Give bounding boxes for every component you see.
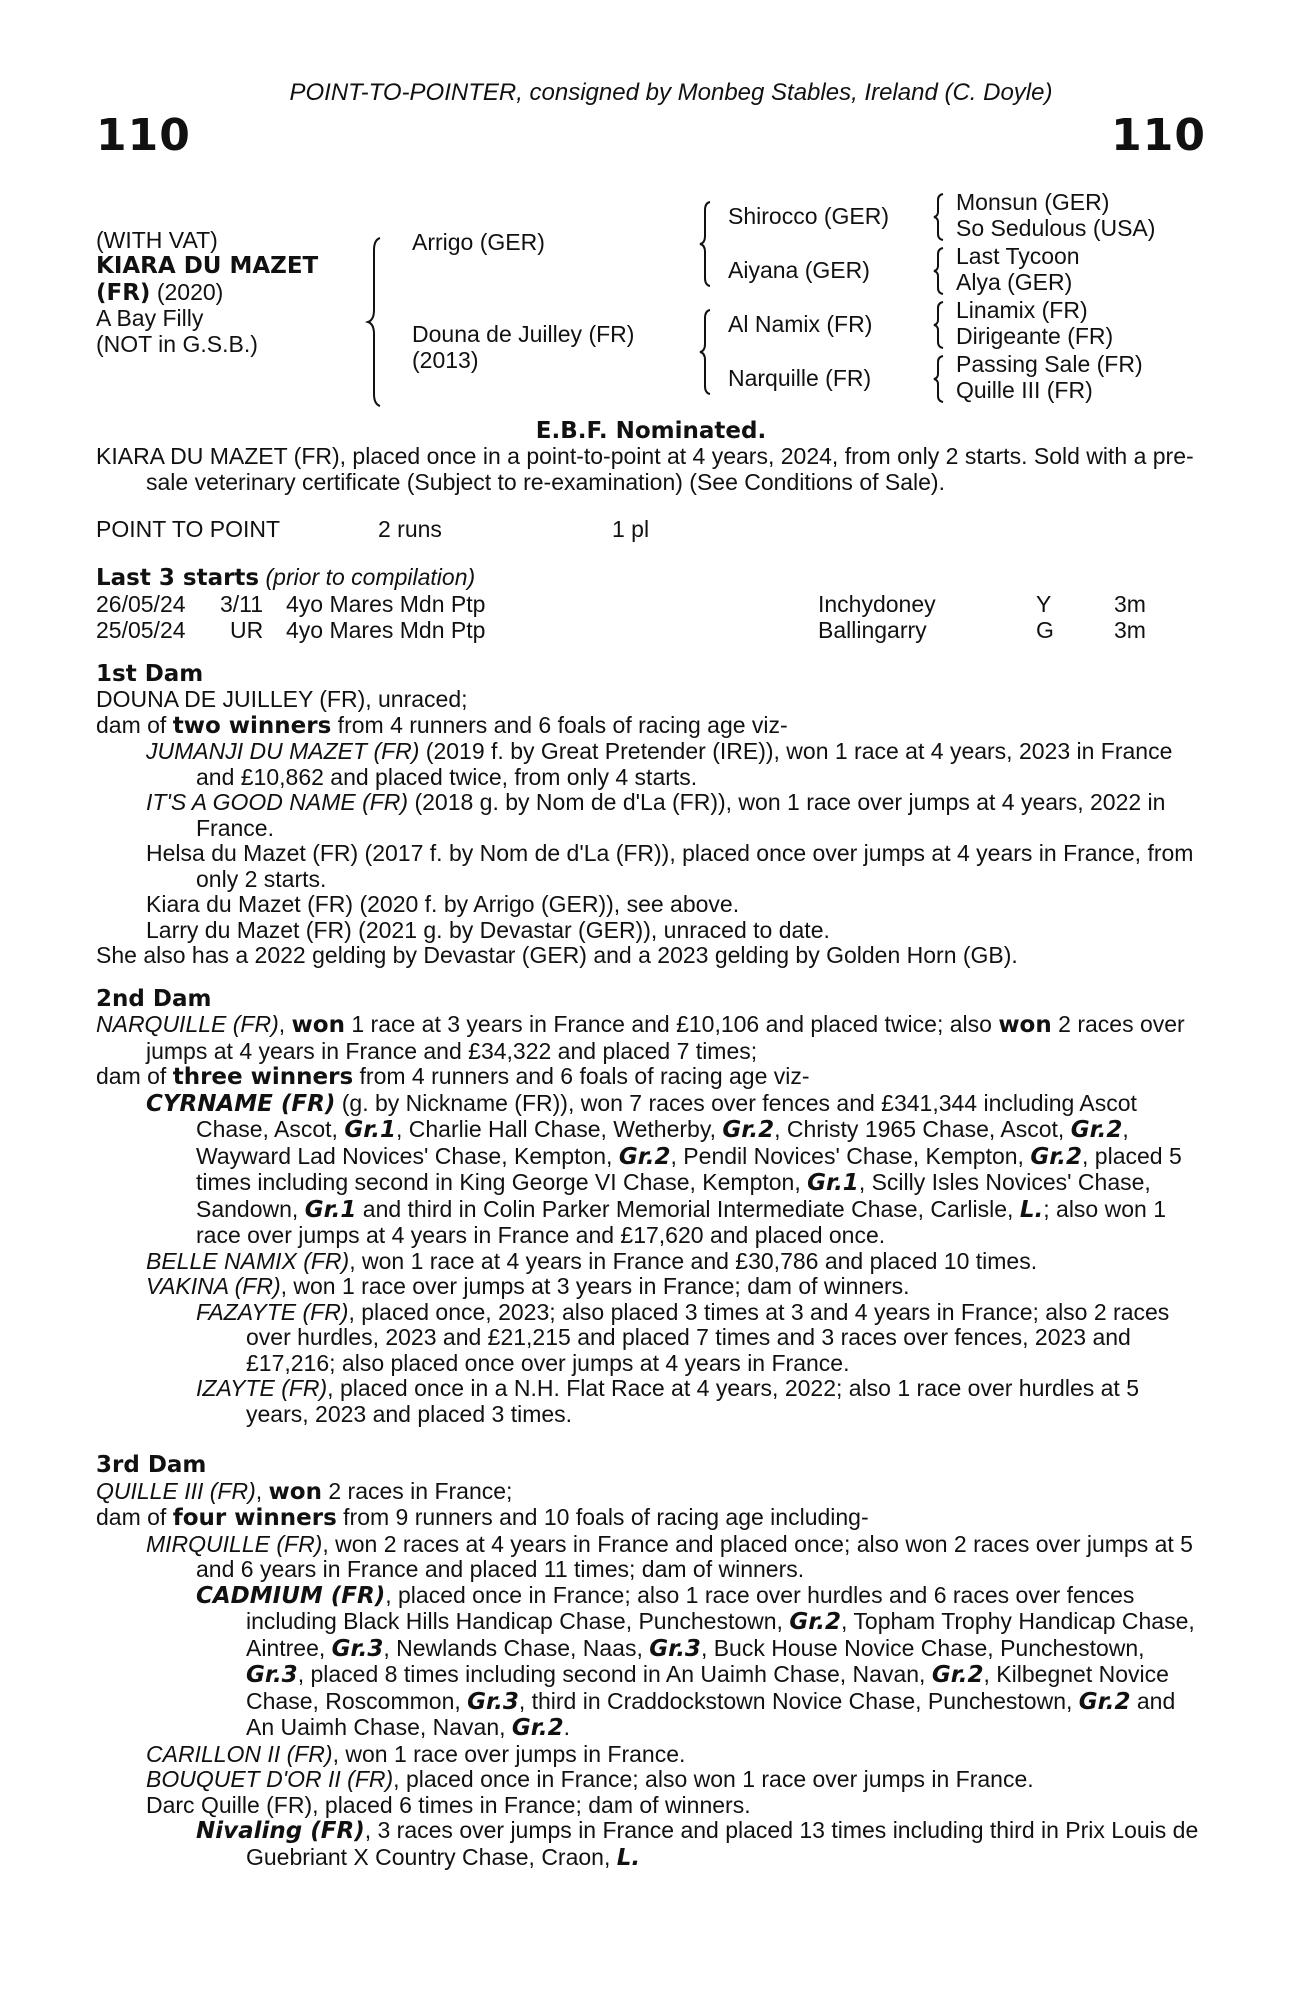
produce-entry — [96, 1818, 1206, 1871]
start-going: G — [1036, 616, 1054, 643]
g3-linamix: Linamix (FR) — [956, 296, 1088, 323]
text-fragment: , — [278, 1011, 292, 1037]
dam-dam: Narquille (FR) — [728, 364, 872, 391]
text-fragment: from 4 runners and 6 foals of racing age viz- — [331, 711, 788, 738]
produce-text: , placed once in France; also won 1 race over jumps in France. — [393, 1766, 1034, 1792]
grade-label: Gr.2 — [722, 1117, 775, 1143]
start-course: Ballingarry — [818, 616, 927, 643]
produce-entry — [96, 790, 1206, 841]
text-fragment: from 9 runners and 10 foals of racing age including- — [336, 1504, 869, 1530]
g3-monsun: Monsun (GER) — [956, 188, 1110, 215]
grade-label: Gr.1 — [344, 1117, 396, 1143]
produce-entry — [96, 1532, 1206, 1583]
starts-note: (prior to compilation) — [265, 564, 476, 590]
produce-text: , Christy 1965 Chase, Ascot, — [774, 1116, 1071, 1142]
starts-heading-line — [96, 565, 1206, 592]
g3-passing-sale: Passing Sale (FR) — [956, 350, 1143, 377]
dam-sire: Al Namix (FR) — [728, 310, 873, 337]
brace-sire-dam — [364, 236, 392, 408]
produce-text: (g. by Nickname (FR)), won 7 races over fences and £341,344 including Ascot Chase, Ascot, — [196, 1089, 1137, 1142]
start-position: UR — [230, 616, 264, 643]
lot-number-right: 110 — [1111, 109, 1206, 161]
produce-entry — [96, 1300, 1206, 1377]
text-fragment: 2 races in France; — [321, 1477, 513, 1504]
start-distance: 3m — [1114, 616, 1146, 643]
listed-label: L. — [616, 1844, 641, 1871]
g3-last-tycoon: Last Tycoon — [956, 242, 1080, 269]
start-course: Inchydoney — [818, 590, 936, 617]
starts-heading: Last 3 starts — [96, 565, 260, 591]
text-fragment: dam of — [96, 1063, 173, 1089]
first-dam-heading: 1st Dam — [96, 660, 204, 687]
brace-g3-4 — [930, 354, 948, 404]
produce-name: IT'S A GOOD NAME (FR) — [146, 789, 409, 815]
brace-g3-3 — [930, 300, 948, 350]
winners-count: three winners — [172, 1064, 354, 1090]
text-fragment: dam of — [96, 1504, 173, 1530]
start-going: Y — [1036, 590, 1052, 617]
third-dam-produce-line — [96, 1505, 1206, 1532]
produce-text: , won 2 races at 4 years in France and placed once; also won 2 races over jumps at 5 and 6 years in France and placed 11 times; dam of winners. — [196, 1530, 1193, 1582]
lot-number-left: 110 — [96, 109, 191, 161]
third-dam-heading: 3rd Dam — [96, 1452, 207, 1478]
grade-label: Gr.2 — [618, 1143, 671, 1170]
grade-label: Gr.1 — [304, 1196, 357, 1223]
produce-text: , won 1 race at 4 years in France and £30,786 and placed 10 times. — [349, 1247, 1038, 1274]
produce-name: CARILLON II (FR) — [146, 1740, 333, 1767]
g3-alya: Alya (GER) — [956, 268, 1073, 295]
produce-name: VAKINA (FR) — [146, 1273, 281, 1299]
start-distance: 3m — [1114, 590, 1146, 617]
produce-entry-cadmium — [96, 1583, 1206, 1742]
second-dam-produce-line — [96, 1064, 1206, 1091]
produce-text: , placed 5 times including second in King George VI Chase, Kempton, — [196, 1142, 1182, 1195]
sire-sire: Shirocco (GER) — [728, 202, 890, 229]
g3-so-sedulous: So Sedulous (USA) — [956, 214, 1156, 241]
grade-label: Gr.1 — [807, 1170, 859, 1196]
start-position: 3/11 — [220, 590, 264, 617]
start-row — [96, 592, 1206, 618]
produce-text: , Topham Trophy Handicap Chase, Aintree, — [246, 1608, 1195, 1661]
record-label: POINT TO POINT — [96, 516, 281, 542]
brace-dam-parents — [696, 308, 716, 396]
second-dam-heading: 2nd Dam — [96, 985, 212, 1012]
produce-entry — [96, 739, 1206, 790]
produce-entry — [96, 1249, 1206, 1275]
grade-label: Gr.3 — [467, 1688, 519, 1715]
grade-label: Gr.2 — [511, 1715, 564, 1741]
listed-label: L. — [1019, 1196, 1044, 1223]
produce-name: Nivaling (FR) — [196, 1818, 365, 1844]
horse-name: KIARA DU MAZET — [96, 253, 319, 279]
produce-name: BOUQUET D'OR II (FR) — [146, 1766, 394, 1792]
text-fragment: 2 races over jumps at 4 years in France and £34,322 and placed 7 times; — [146, 1011, 1185, 1064]
text-fragment: 1 race at 3 years in France and £10,106 and placed twice; also — [344, 1011, 999, 1037]
won-label: won — [291, 1012, 345, 1038]
start-row — [96, 618, 1206, 644]
produce-entry — [96, 1376, 1206, 1427]
produce-text: , Buck House Novice Chase, Punchestown, — [700, 1634, 1145, 1661]
grade-label: Gr.2 — [789, 1609, 842, 1635]
produce-name: CADMIUM (FR) — [196, 1582, 386, 1609]
dam-year: (2013) — [412, 346, 479, 373]
produce-text: , Charlie Hall Chase, Wetherby, — [396, 1116, 723, 1142]
produce-text: , placed 8 times including second in An Uaimh Chase, Navan, — [297, 1661, 932, 1687]
horse-details — [96, 228, 318, 358]
produce-name: IZAYTE (FR) — [196, 1375, 328, 1401]
dam: Douna de Juilley (FR) — [412, 320, 635, 347]
first-dam-also: She also has a 2022 gelding by Devastar (GER) and a 2023 gelding by Golden Horn (GB). — [96, 942, 1018, 968]
produce-name: BELLE NAMIX (FR) — [146, 1247, 350, 1274]
brace-sire-parents — [696, 200, 716, 288]
grade-label: Gr.2 — [1030, 1143, 1083, 1170]
dam-name: QUILLE III (FR) — [96, 1477, 256, 1504]
winners-count: four winners — [172, 1505, 337, 1531]
produce-entry-cyrname — [96, 1091, 1206, 1249]
record-runs: 2 runs — [378, 516, 442, 542]
horse-year: (2020) — [156, 278, 224, 305]
winners-count: two winners — [172, 712, 332, 739]
text-fragment: from 4 runners and 6 foals of racing age viz- — [353, 1063, 810, 1089]
grade-label: Gr.3 — [649, 1635, 701, 1662]
produce-text: , won 1 race over jumps at 3 years in France; dam of winners. — [280, 1273, 910, 1299]
grade-label: Gr.3 — [246, 1662, 298, 1688]
produce-entry: Kiara du Mazet (FR) (2020 f. by Arrigo (GER)), see above. — [146, 891, 740, 917]
produce-text: (2019 f. by Great Pretender (IRE)), won 1 race at 4 years, 2023 in France and £10,862 and placed twice, from only 4 starts. — [196, 738, 1173, 790]
first-dam-produce-line — [96, 713, 1206, 740]
produce-entry: Helsa du Mazet (FR) (2017 f. by Nom de d'La (FR)), placed once over jumps at 4 years in France, from only 2 starts. — [146, 840, 1194, 892]
g3-dirigeante: Dirigeante (FR) — [956, 322, 1114, 349]
grade-label: Gr.2 — [931, 1662, 984, 1688]
produce-text: . — [563, 1714, 570, 1740]
third-dam-line — [96, 1479, 1206, 1506]
grade-label: Gr.2 — [1070, 1117, 1123, 1143]
consignment-line: POINT-TO-POINTER, consigned by Monbeg Stables, Ireland (C. Doyle) — [289, 79, 1053, 106]
grade-label: Gr.3 — [331, 1635, 384, 1662]
catalogue-page — [96, 80, 1206, 1871]
g3-quille-iii: Quille III (FR) — [956, 376, 1093, 403]
text-fragment: , — [255, 1477, 269, 1504]
horse-suffix: (FR) — [96, 279, 151, 306]
start-date: 25/05/24 — [96, 616, 186, 643]
start-race: 4yo Mares Mdn Ptp — [286, 590, 486, 617]
second-dam-line — [96, 1012, 1206, 1064]
produce-text: , 3 races over jumps in France and placed 13 times including third in Prix Louis de Guebriant X Country Chase, Craon, — [246, 1817, 1199, 1870]
sire-dam: Aiyana (GER) — [728, 256, 870, 283]
produce-entry — [96, 1742, 1206, 1768]
produce-name: FAZAYTE (FR) — [196, 1298, 349, 1325]
sire: Arrigo (GER) — [412, 228, 545, 255]
produce-text: , Kilbegnet Novice Chase, Roscommon, — [246, 1661, 1169, 1714]
produce-text: , Newlands Chase, Naas, — [383, 1634, 650, 1661]
dam-name: NARQUILLE (FR) — [96, 1011, 279, 1037]
race-record — [96, 517, 1206, 543]
gsb-label: (NOT in G.S.B.) — [96, 330, 258, 357]
produce-text: , placed once in France; also 1 race over hurdles and 6 races over fences including Black Hills Handicap Chase, Punchestown, — [246, 1581, 1135, 1634]
won-label: won — [268, 1478, 322, 1505]
brace-g3-1 — [930, 192, 948, 242]
horse-description: A Bay Filly — [96, 305, 204, 331]
text-fragment: dam of — [96, 711, 173, 738]
ebf-nominated: E.B.F. Nominated. — [535, 417, 767, 444]
first-dam-line: DOUNA DE JUILLEY (FR), unraced; — [96, 686, 468, 712]
lot-number-row — [96, 108, 1206, 164]
produce-text: , Pendil Novices' Chase, Kempton, — [670, 1142, 1031, 1169]
produce-text: and third in Colin Parker Memorial Intermediate Chase, Carlisle, — [356, 1195, 1020, 1222]
produce-text: , placed once in a N.H. Flat Race at 4 years, 2022; also 1 race over hurdles at 5 years, 2023 and placed 3 times. — [246, 1375, 1139, 1427]
produce-text: and An Uaimh Chase, Navan, — [246, 1687, 1176, 1740]
produce-name: JUMANJI DU MAZET (FR) — [146, 738, 420, 764]
start-date: 26/05/24 — [96, 590, 186, 617]
produce-text: , placed once, 2023; also placed 3 times at 3 and 4 years in France; also 2 races over hurdles, 2023 and £21,215 and placed 7 times and 3 races over fences, 2023 and £17,216; also placed once over jumps at 4 years in France. — [246, 1298, 1170, 1376]
record-placed: 1 pl — [612, 516, 650, 542]
start-race: 4yo Mares Mdn Ptp — [286, 616, 486, 643]
produce-text: ; also won 1 race over jumps at 4 years in France and £17,620 and placed once. — [196, 1195, 1166, 1248]
summary-text: KIARA DU MAZET (FR), placed once in a point-to-point at 4 years, 2024, from only 2 starts. Sold with a pre-sale veterinary certificate (Subject to re-examination) (See Conditions of Sale). — [96, 443, 1194, 495]
produce-entry: Larry du Mazet (FR) (2021 g. by Devastar (GER)), unraced to date. — [146, 916, 830, 943]
produce-entry: Darc Quille (FR), placed 6 times in France; dam of winners. — [146, 1791, 751, 1818]
produce-name: MIRQUILLE (FR) — [146, 1530, 323, 1557]
produce-text: , Wayward Lad Novices' Chase, Kempton, — [196, 1116, 1129, 1169]
produce-name: CYRNAME (FR) — [146, 1090, 336, 1117]
produce-entry — [96, 1767, 1206, 1793]
produce-text: , Scilly Isles Novices' Chase, Sandown, — [196, 1169, 1151, 1222]
won-label: won — [998, 1012, 1052, 1038]
vat-label: (WITH VAT) — [96, 226, 218, 253]
produce-text: , third in Craddockstown Novice Chase, Punchestown, — [518, 1687, 1079, 1714]
brace-g3-2 — [930, 246, 948, 296]
produce-entry — [96, 1274, 1206, 1300]
grade-label: Gr.2 — [1078, 1688, 1131, 1715]
produce-text: , won 1 race over jumps in France. — [332, 1740, 686, 1767]
pedigree-block — [96, 188, 1206, 417]
produce-text: (2018 g. by Nom de d'La (FR)), won 1 race over jumps at 4 years, 2022 in France. — [196, 789, 1166, 841]
